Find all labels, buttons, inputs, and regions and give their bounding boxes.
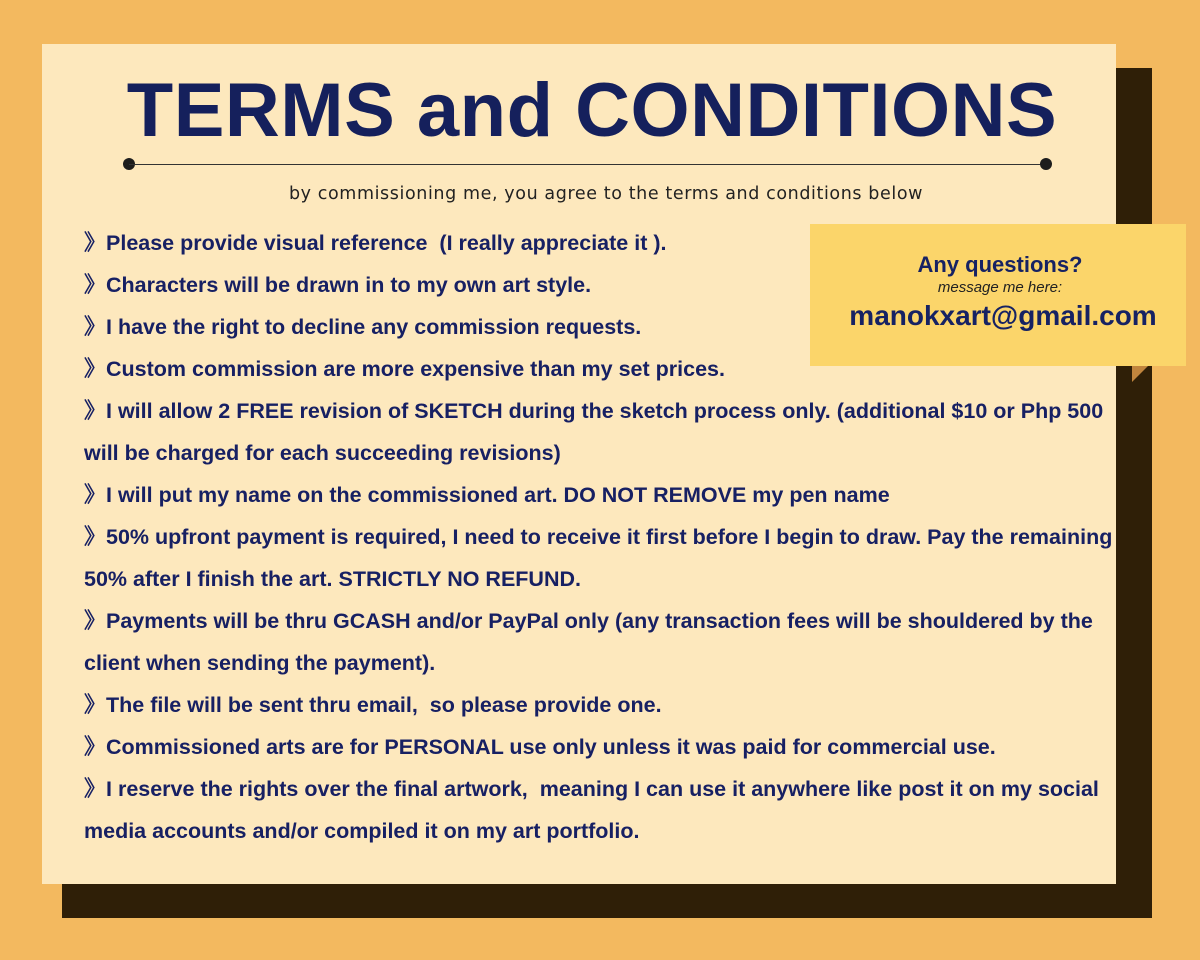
term-item <box>84 390 1114 432</box>
bullet-icon: 》 <box>84 777 106 801</box>
term-item <box>84 726 1114 768</box>
bullet-icon: 》 <box>84 609 106 633</box>
bullet-icon: 》 <box>84 315 106 339</box>
term-item-continuation <box>84 558 1114 600</box>
term-text: I will put my name on the commissioned art. DO NOT REMOVE my pen name <box>106 483 890 507</box>
term-text: Characters will be drawn in to my own art style. <box>106 273 592 297</box>
term-text: 50% after I finish the art. STRICTLY NO REFUND. <box>84 567 581 591</box>
term-item <box>84 768 1114 810</box>
term-text: 50% upfront payment is required, I need to receive it first before I begin to draw. Pay the remaining <box>106 525 1113 549</box>
term-item <box>84 684 1114 726</box>
bullet-icon: 》 <box>84 399 106 423</box>
bullet-icon: 》 <box>84 735 106 759</box>
term-text: I reserve the rights over the final artwork, meaning I can use it anywhere like post it on my social <box>106 777 1099 801</box>
bullet-icon: 》 <box>84 273 106 297</box>
term-text: The file will be sent thru email, so please provide one. <box>106 693 662 717</box>
term-item <box>84 474 1114 516</box>
bullet-icon: 》 <box>84 525 106 549</box>
bullet-icon: 》 <box>84 693 106 717</box>
term-text: Custom commission are more expensive than my set prices. <box>106 357 725 381</box>
term-text: will be charged for each succeeding revisions) <box>84 441 561 465</box>
term-text: Please provide visual reference (I really appreciate it ). <box>106 231 667 255</box>
contact-email-link[interactable]: manokxart@gmail.com <box>849 300 1157 331</box>
bullet-icon: 》 <box>84 231 106 255</box>
page-title: TERMS and CONDITIONS <box>126 68 1058 153</box>
term-text: Payments will be thru GCASH and/or PayPal only (any transaction fees will be shouldered by the <box>106 609 1093 633</box>
term-text: I have the right to decline any commission requests. <box>106 315 642 339</box>
term-text: media accounts and/or compiled it on my art portfolio. <box>84 819 640 843</box>
bullet-icon: 》 <box>84 483 106 507</box>
bullet-icon: 》 <box>84 357 106 381</box>
contact-subheading: message me here: <box>937 279 1063 296</box>
term-text: Commissioned arts are for PERSONAL use only unless it was paid for commercial use. <box>106 735 996 759</box>
term-item <box>84 600 1114 642</box>
contact-box <box>810 224 1186 366</box>
term-text: I will allow 2 FREE revision of SKETCH during the sketch process only. (additional $10 or Php 500 <box>106 399 1104 423</box>
page-subtitle: by commissioning me, you agree to the terms and conditions below <box>288 184 924 204</box>
term-item <box>84 516 1114 558</box>
term-item-continuation <box>84 432 1114 474</box>
term-item-continuation <box>84 642 1114 684</box>
term-item-continuation <box>84 810 1114 852</box>
contact-heading: Any questions? <box>917 252 1083 277</box>
term-text: client when sending the payment). <box>84 651 436 675</box>
divider-right-dot <box>1040 158 1052 170</box>
title-divider <box>129 164 1046 165</box>
